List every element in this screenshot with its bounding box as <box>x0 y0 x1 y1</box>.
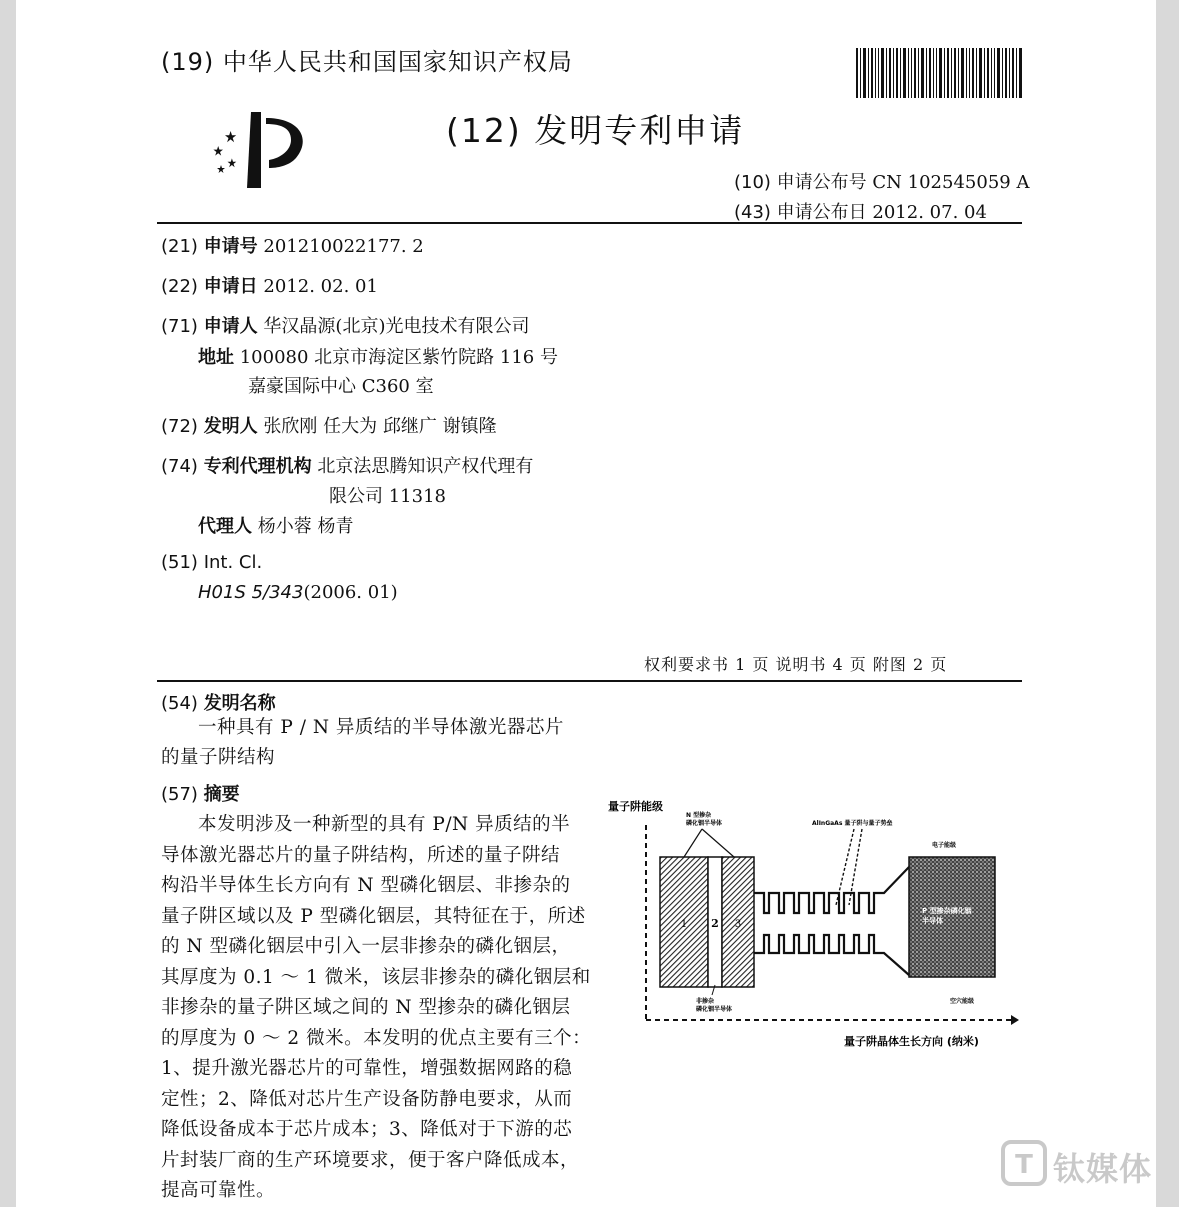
energy-axis-label: 量子阱能级 <box>608 800 663 813</box>
growth-axis-label: 量子阱晶体生长方向 (纳米) <box>844 1035 979 1048</box>
address-label: 地址 <box>198 347 234 368</box>
title-code: (54) <box>161 693 198 714</box>
abstract-line: 提高可靠性。 <box>161 1180 276 1201</box>
agent-label: 代理人 <box>198 516 252 537</box>
undoped-layer-label: 非掺杂 <box>696 998 715 1005</box>
applicant-name: 华汉晶源(北京)光电技术有限公司 <box>263 316 530 337</box>
tmtpost-logo-icon <box>1001 1140 1047 1186</box>
p-layer-label: P 型掺杂磷化铟 <box>922 907 972 915</box>
abstract-line: 1、提升激光器芯片的可靠性，增强数据网路的稳 <box>161 1058 573 1079</box>
n-layer-label: N 型掺杂 <box>686 812 712 819</box>
invention-title-line-1: 一种具有 P / N 异质结的半导体激光器芯片 <box>198 717 564 738</box>
inventors-code: (72) <box>161 416 198 437</box>
cnipa-emblem-icon <box>211 110 311 190</box>
abstract-line: 的厚度为 0 ～ 2 微米。本发明的优点主要有三个： <box>161 1027 592 1049</box>
agency-code: (74) <box>161 456 198 477</box>
valence-band-wells <box>754 935 909 975</box>
quantum-well-label: AlInGaAs 量子阱与量子势垒 <box>812 820 893 827</box>
abstract-line: 片封装厂商的生产环境要求，便于客户降低成本， <box>161 1149 580 1171</box>
n-layer-pointer <box>684 829 702 857</box>
invention-title-line-2: 的量子阱结构 <box>161 747 276 768</box>
agent-names: 杨小蓉 杨青 <box>257 516 354 537</box>
header-divider <box>157 222 1022 224</box>
address-line-2: 嘉豪国际中心 C360 室 <box>248 376 434 397</box>
publication-date: 2012. 07. 04 <box>872 202 987 223</box>
quantum-well-diagram <box>604 795 1024 1060</box>
abstract-code: (57) <box>161 784 198 805</box>
abstract-line: 定性；2、降低对芯片生产设备防静电要求，从而 <box>161 1088 573 1110</box>
applicant-label: 申请人 <box>203 316 258 337</box>
page-count-summary: 权利要求书 1 页 说明书 4 页 附图 2 页 <box>644 655 948 674</box>
abstract-label: 摘要 <box>203 784 240 805</box>
application-number-label: 申请号 <box>203 236 258 257</box>
application-date: 2012. 02. 01 <box>263 276 378 297</box>
patent-page <box>16 0 1156 1207</box>
abstract-line: 导体激光器芯片的量子阱结构，所述的量子阱结 <box>161 844 561 866</box>
n-layer-pointer-2 <box>702 829 734 857</box>
applicant-code: (71) <box>161 316 198 337</box>
abstract-body <box>161 810 591 1207</box>
document-type-title: (12) 发明专利申请 <box>446 111 745 150</box>
tmtpost-logo-letter: T <box>1015 1150 1033 1180</box>
issuing-office: (19) 中华人民共和国国家知识产权局 <box>161 48 573 76</box>
agency-line-1: 北京法思腾知识产权代理有 <box>317 456 534 477</box>
publication-date-label: (43) 申请公布日 <box>734 202 867 223</box>
agency-label: 专利代理机构 <box>203 456 312 477</box>
undoped-layer-label-2: 磷化铟半导体 <box>696 1006 733 1013</box>
agency-line-2: 限公司 11318 <box>329 486 446 507</box>
int-cl-label: Int. Cl. <box>203 552 263 573</box>
conduction-band-wells <box>754 867 909 913</box>
region-3-label: 3 <box>734 919 742 930</box>
application-date-code: (22) <box>161 276 198 297</box>
n-layer-label-2: 磷化铟半导体 <box>686 820 723 827</box>
valence-band-label: 空穴能级 <box>950 998 975 1005</box>
application-number-code: (21) <box>161 236 198 257</box>
abstract-line: 量子阱区域以及 P 型磷化铟层，其特征在于，所述 <box>161 905 586 927</box>
application-date-label: 申请日 <box>203 276 258 297</box>
abstract-line: 构沿半导体生长方向有 N 型磷化铟层、非掺杂的 <box>161 875 571 896</box>
address-line-1: 100080 北京市海淀区紫竹院路 116 号 <box>239 347 558 368</box>
region-1-label: 1 <box>680 919 688 930</box>
int-cl-year: (2006. 01) <box>303 582 398 603</box>
publication-number: CN 102545059 A <box>872 172 1030 193</box>
section-divider <box>157 680 1022 682</box>
abstract-line: 非掺杂的量子阱区域之间的 N 型掺杂的磷化铟层 <box>161 997 571 1018</box>
abstract-line: 的 N 型磷化铟层中引入一层非掺杂的磷化铟层， <box>161 936 571 957</box>
watermark <box>1001 1140 1161 1186</box>
publication-number-label: (10) 申请公布号 <box>734 172 867 193</box>
watermark-text: 钛媒体 <box>1053 1150 1153 1188</box>
abstract-line: 降低设备成本于芯片成本；3、降低对于下游的芯 <box>161 1119 573 1140</box>
title-label: 发明名称 <box>203 693 276 714</box>
barcode <box>856 48 1022 98</box>
abstract-line: 本发明涉及一种新型的具有 P/N 异质结的半 <box>198 814 571 835</box>
region-2-label: 2 <box>711 917 719 930</box>
abstract-line: 其厚度为 0.1 ～ 1 微米，该层非掺杂的磷化铟层和 <box>161 966 591 988</box>
growth-axis-arrow-icon <box>1011 1015 1019 1025</box>
inventors-names: 张欣刚 任大为 邱继广 谢镇隆 <box>263 416 497 437</box>
inventors-label: 发明人 <box>203 416 258 437</box>
p-layer-label-2: 半导体 <box>922 917 943 925</box>
application-number: 201210022177. 2 <box>263 236 424 257</box>
int-cl-class: H01S 5/343 <box>198 582 304 603</box>
conduction-band-label: 电子能级 <box>932 842 957 849</box>
int-cl-code: (51) <box>161 552 198 573</box>
